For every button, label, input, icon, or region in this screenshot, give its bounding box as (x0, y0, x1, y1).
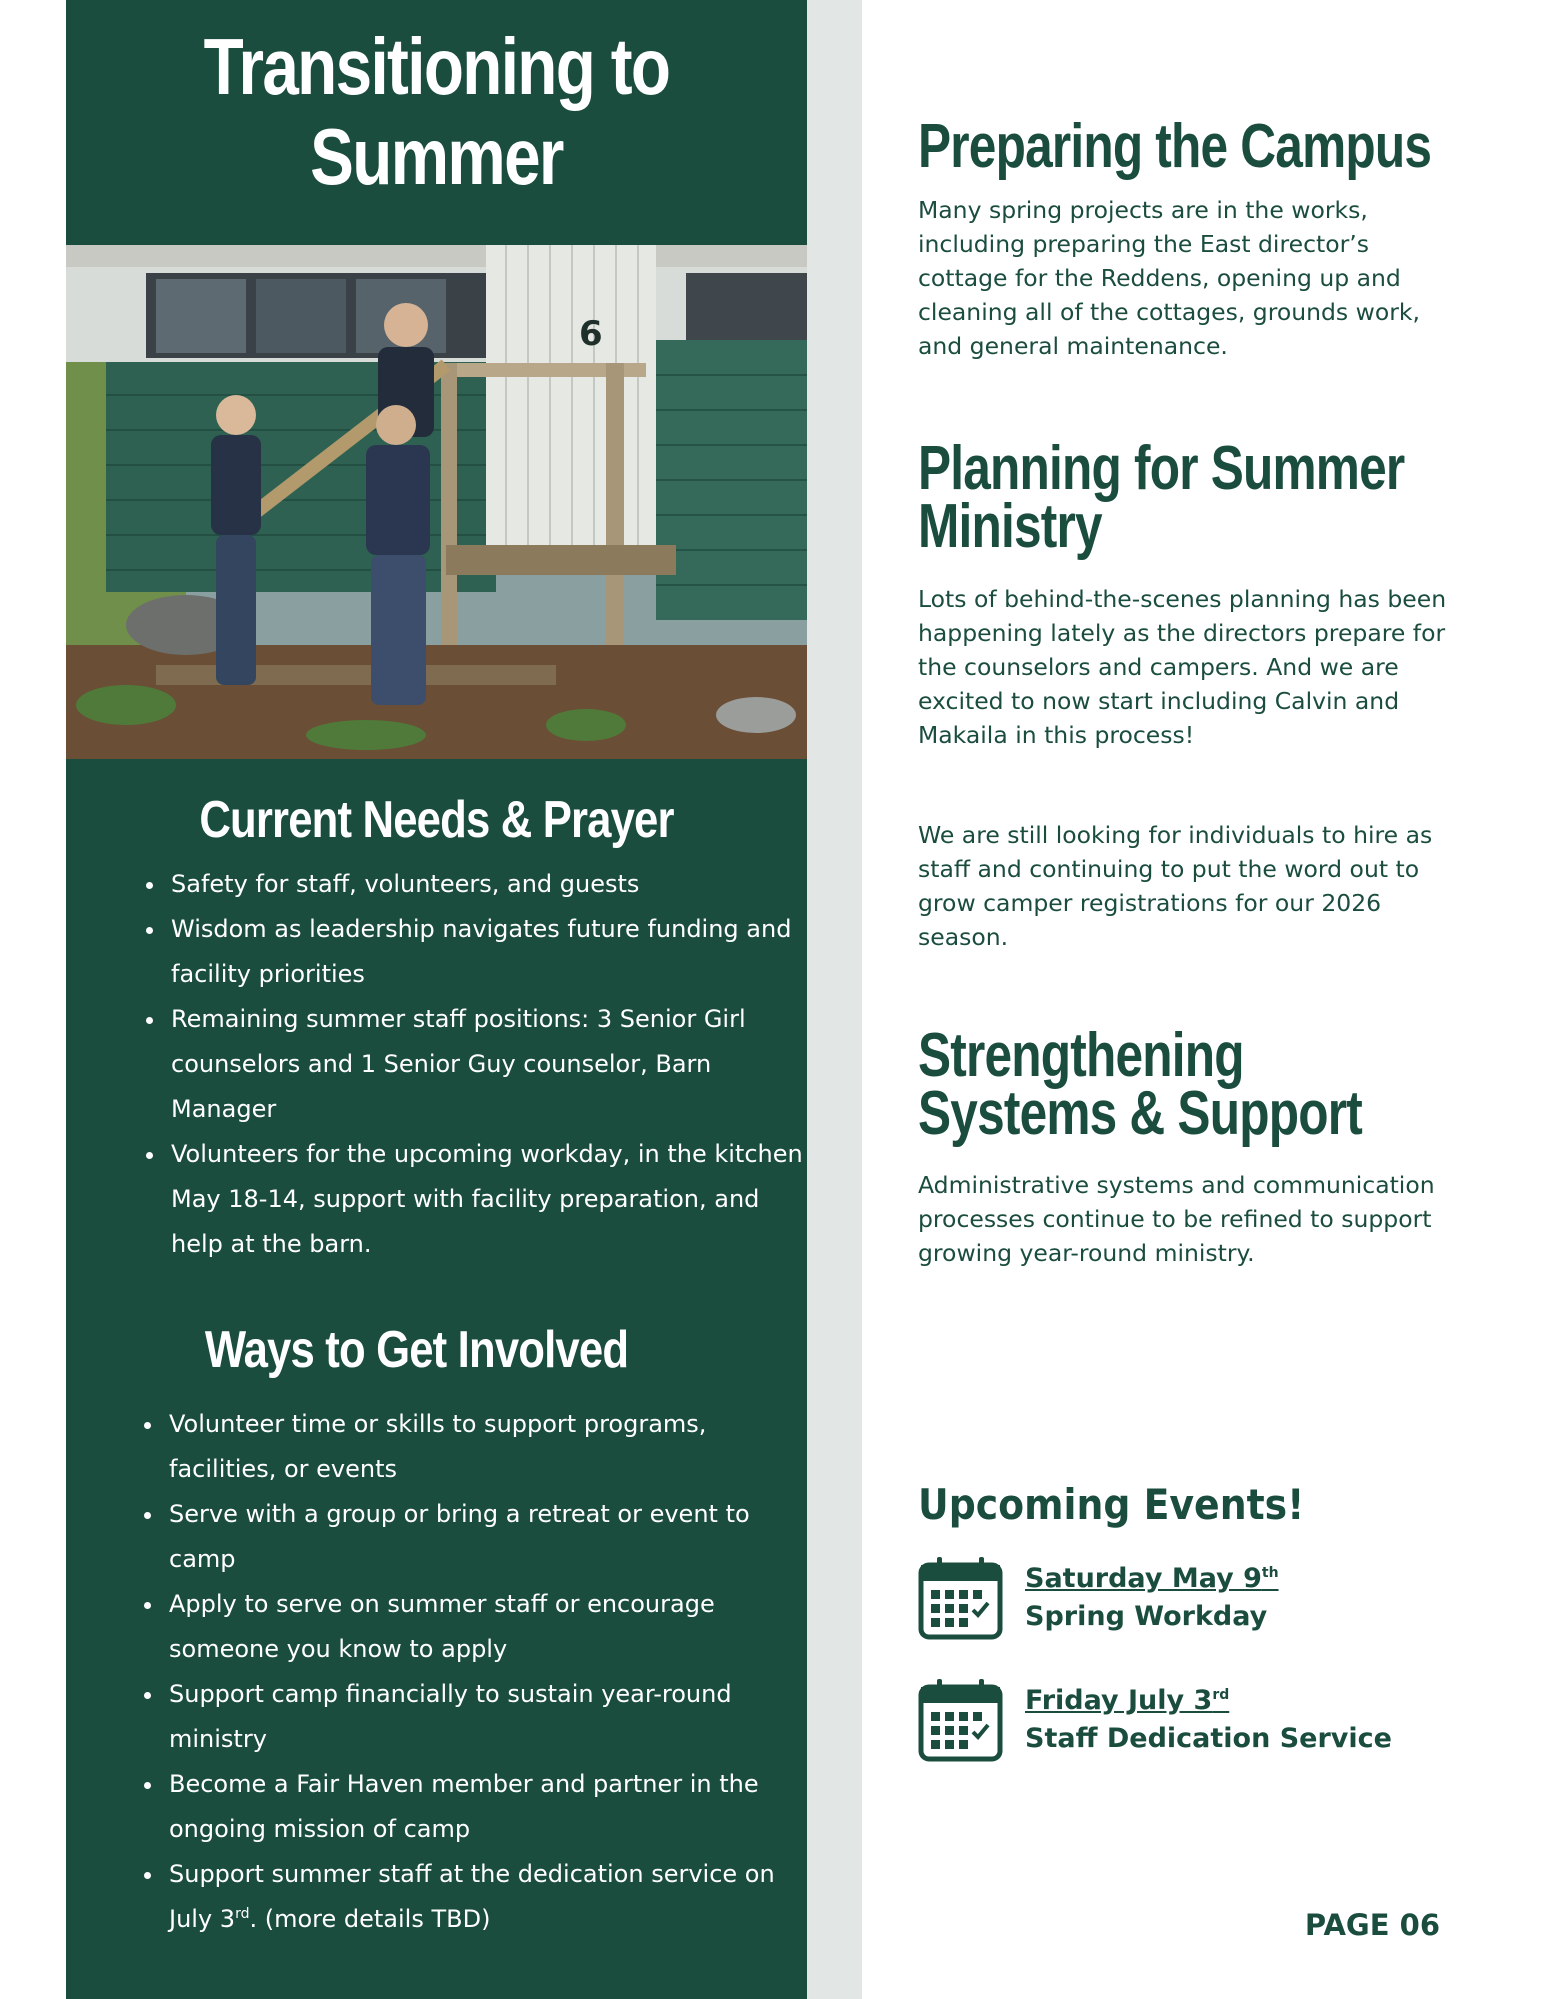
strengthening-systems-heading (918, 1021, 1366, 1148)
heading-line: Strengthening (918, 1021, 1244, 1090)
current-needs-list (133, 862, 807, 1267)
paragraph: Administrative systems and communication processes continue to be refined to support growing year-round ministry. (918, 1171, 1435, 1267)
heading-line: Systems & Support (918, 1079, 1362, 1148)
event-date (1025, 1685, 1229, 1716)
page-title (133, 22, 741, 202)
list-item: • Serve with a group or bring a retreat or event to camp (165, 1492, 805, 1582)
ways-to-get-involved-heading: Ways to Get Involved (204, 1321, 629, 1379)
calendar-icon (918, 1555, 1003, 1641)
list-item: • Become a Fair Haven member and partner in the ongoing mission of camp (165, 1762, 805, 1852)
planning-summer-body (918, 582, 1448, 752)
ordinal-suffix: th (1261, 1565, 1279, 1581)
event-date (1025, 1563, 1279, 1594)
event-item (918, 1677, 1458, 1767)
planning-summer-heading (918, 434, 1405, 561)
page-title-line2: Summer (310, 112, 563, 201)
list-item (165, 1852, 805, 1942)
event-item (918, 1555, 1458, 1645)
list-item: • Remaining summer staff positions: 3 Senior Girl counselors and 1 Senior Guy counselor, Barn Manager (167, 997, 807, 1132)
svg-text:6: 6 (579, 314, 603, 354)
event-name: Staff Dedication Service (1025, 1723, 1392, 1754)
page-margin-left (0, 0, 66, 1999)
left-sidebar-panel (66, 0, 807, 1999)
paragraph: Many spring projects are in the works, including preparing the East director’s cottage for the Reddens, opening up and cleaning all of the cottages, grounds work, and general maintenance. (918, 196, 1420, 360)
preparing-campus-body (918, 193, 1448, 363)
ordinal-suffix: rd (235, 1906, 250, 1922)
list-item: • Support camp financially to sustain year-round ministry (165, 1672, 805, 1762)
heading-line: Planning for Summer (918, 434, 1405, 503)
list-item: • Volunteers for the upcoming workday, in the kitchen May 18-14, support with facility preparation, and help at the barn. (167, 1132, 807, 1267)
heading-line: Preparing the Campus (918, 112, 1432, 181)
list-item: • Safety for staff, volunteers, and guests (167, 862, 807, 907)
workday-photo (66, 245, 807, 759)
page-number: PAGE 06 (1304, 1908, 1440, 1942)
ways-to-get-involved-list (131, 1402, 805, 1942)
list-item-text: . (more details TBD) (249, 1905, 491, 1933)
heading-line: Ministry (918, 492, 1102, 561)
paragraph: Lots of behind-the-scenes planning has been happening lately as the directors prepare for the counselors and campers. And we are excited to now start including Calvin and Makaila in this process! (918, 585, 1447, 749)
list-item-text: Support summer staff at the dedication service on July 3 (169, 1860, 775, 1933)
preparing-campus-heading (918, 112, 1432, 181)
column-divider (807, 0, 862, 1999)
upcoming-events-heading: Upcoming Events! (918, 1480, 1305, 1529)
event-name: Spring Workday (1025, 1601, 1268, 1632)
event-date-text: Saturday May 9 (1025, 1563, 1262, 1594)
list-item: • Volunteer time or skills to support programs, facilities, or events (165, 1402, 805, 1492)
list-item: • Wisdom as leadership navigates future funding and facility priorities (167, 907, 807, 997)
strengthening-systems-body (918, 1168, 1448, 1270)
ordinal-suffix: rd (1212, 1687, 1230, 1703)
list-item: • Apply to serve on summer staff or encourage someone you know to apply (165, 1582, 805, 1672)
paragraph: We are still looking for individuals to hire as staff and continuing to put the word out to grow camper registrations for our 2026 season. (918, 821, 1433, 951)
planning-summer-body-2 (918, 818, 1448, 954)
current-needs-heading: Current Needs & Prayer (199, 791, 674, 849)
event-date-text: Friday July 3 (1025, 1685, 1213, 1716)
page-title-line1: Transitioning to (203, 22, 670, 111)
calendar-icon (918, 1677, 1003, 1763)
